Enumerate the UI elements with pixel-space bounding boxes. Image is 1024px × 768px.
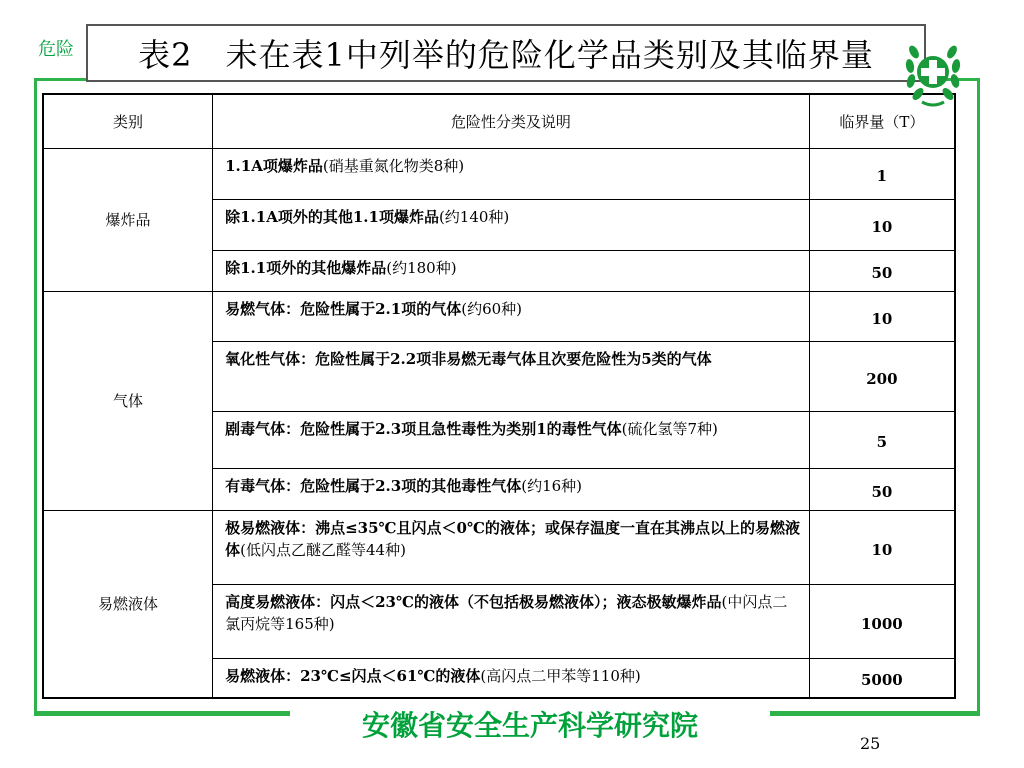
row-description: 1.1A项爆炸品(硝基重氮化物类8种) (213, 148, 810, 199)
category-flammable-liquids: 易燃液体 (43, 510, 213, 698)
category-gases: 气体 (43, 291, 213, 510)
footer-divider-right (770, 713, 980, 716)
page-number: 25 (860, 734, 881, 753)
row-threshold: 50 (809, 468, 955, 510)
page-title: 表2 未在表1中列举的危险化学品类别及其临界量 (86, 24, 926, 82)
category-explosives: 爆炸品 (43, 148, 213, 291)
row-threshold: 10 (809, 199, 955, 250)
safety-cross-emblem-icon (904, 34, 962, 112)
header-threshold: 临界量（T） (809, 94, 955, 148)
table-row (43, 291, 955, 341)
row-description: 高度易燃液体：闪点＜23℃的液体（不包括极易燃液体）；液态极敏爆炸品(中闪点二氯丙烷等165种) (213, 584, 810, 658)
row-threshold: 5 (809, 411, 955, 468)
row-threshold: 200 (809, 341, 955, 411)
row-description: 极易燃液体：沸点≤35℃且闪点＜0℃的液体；或保存温度一直在其沸点以上的易燃液体(低闪点乙醚乙醛等44种) (213, 510, 810, 584)
header-category: 类别 (43, 94, 213, 148)
row-description: 除1.1A项外的其他1.1项爆炸品(约140种) (213, 199, 810, 250)
row-threshold: 1000 (809, 584, 955, 658)
table-row (43, 510, 955, 584)
table-row (43, 148, 955, 199)
row-description: 除1.1项外的其他爆炸品(约180种) (213, 250, 810, 291)
footer-institute: 安徽省安全生产科学研究院 (290, 704, 770, 744)
row-description: 易燃气体：危险性属于2.1项的气体(约60种) (213, 291, 810, 341)
row-threshold: 10 (809, 510, 955, 584)
row-description: 易燃液体：23℃≤闪点＜61℃的液体(高闪点二甲苯等110种) (213, 658, 810, 698)
table-header-row (43, 94, 955, 148)
row-description: 有毒气体：危险性属于2.3项的其他毒性气体(约16种) (213, 468, 810, 510)
row-description: 氧化性气体：危险性属于2.2项非易燃无毒气体且次要危险性为5类的气体 (213, 341, 810, 411)
corner-label: 危险 (38, 39, 74, 60)
row-threshold: 50 (809, 250, 955, 291)
row-threshold: 5000 (809, 658, 955, 698)
footer-divider-left (34, 713, 324, 716)
hazard-threshold-table (42, 93, 956, 699)
header-description: 危险性分类及说明 (213, 94, 810, 148)
row-threshold: 10 (809, 291, 955, 341)
row-threshold: 1 (809, 148, 955, 199)
row-description: 剧毒气体：危险性属于2.3项且急性毒性为类别1的毒性气体(硫化氢等7种) (213, 411, 810, 468)
